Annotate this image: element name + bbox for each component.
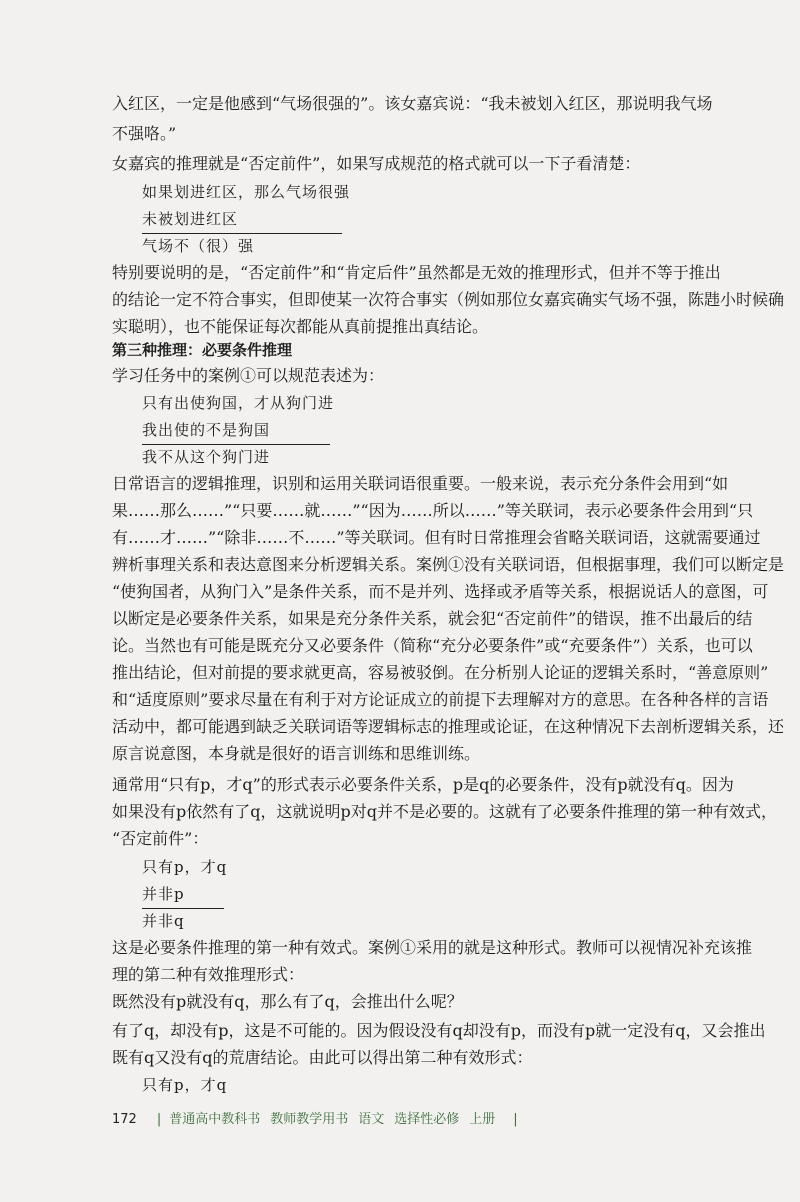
text-line: 如果没有p依然有了q，这就说明p对q并不是必要的。这就有了必要条件推理的第一种有效式，: [112, 802, 777, 821]
text-line: 有……才……”“除非……不……”等关联词。但有时日常推理会省略关联词语，这就需要通过: [112, 528, 761, 547]
text-line: 论。当然也有可能是既充分又必要条件（简称“充分必要条件”或“充要条件”）关系，也可以: [112, 636, 753, 655]
text-line: 果……那么……”“只要……就……”“因为……所以……”等关联词，表示必要条件会用到“只: [112, 501, 754, 520]
text-line: 辨析事理关系和表达意图来分析逻辑关系。案例①没有关联词语，但根据事理，我们可以断定是: [112, 555, 785, 574]
text-line: 有了q，却没有p，这是不可能的。因为假设没有q却没有p，而没有p就一定没有q，又会推出: [112, 1021, 766, 1040]
footer-divider: |: [156, 1112, 162, 1127]
formula-conclusion: 气场不（很）强: [142, 237, 255, 255]
text-line: 既然没有p就没有q，那么有了q，会推出什么呢？: [112, 992, 463, 1011]
formula-conclusion: 并非q: [142, 912, 185, 930]
footer-volume: 选择性必修: [394, 1112, 460, 1127]
text-line: “否定前件”：: [112, 829, 209, 848]
text-line: 理的第二种有效推理形式：: [112, 965, 305, 984]
text-line: 特别要说明的是，“否定前件”和“肯定后件”虽然都是无效的推理形式，但并不等于推出: [112, 263, 721, 282]
text-line: 学习任务中的案例①可以规范表述为：: [112, 366, 385, 385]
formula-conclusion: 我不从这个狗门进: [142, 448, 271, 466]
text-line: 女嘉宾的推理就是“否定前件”，如果写成规范的格式就可以一下子看清楚：: [112, 154, 641, 173]
footer-subject: 语文: [358, 1112, 385, 1127]
text-line: 的结论一定不符合事实，但即使某一次符合事实（例如那位女嘉宾确实气场不强，陈韪小时候确: [112, 290, 785, 309]
text-line: 活动中，都可能遇到缺乏关联词语等逻辑标志的推理或论证，在这种情况下去剖析逻辑关系，还: [112, 717, 785, 736]
text-line: 既有q又没有q的荒唐结论。由此可以得出第二种有效形式：: [112, 1048, 533, 1067]
page-footer: [112, 1108, 526, 1127]
text-line: 入红区，一定是他感到“气场很强的”。该女嘉宾说：“我未被划入红区，那说明我气场: [112, 94, 713, 113]
formula-minor-premise: 我出使的不是狗国: [0, 418, 800, 445]
text-line: 这是必要条件推理的第一种有效式。案例①采用的就是这种形式。教师可以视情况补充该推: [112, 938, 753, 957]
footer-series: 普通高中教科书: [169, 1112, 261, 1127]
text-line: 实聪明），也不能保证每次都能从真前提推出真结论。: [112, 317, 489, 336]
section-heading: 第三种推理：必要条件推理: [112, 341, 293, 359]
formula-major-premise: 只有出使狗国，才从狗门进: [142, 394, 335, 412]
formula-major-premise: 如果划进红区，那么气场很强: [142, 183, 351, 201]
footer-book: 教师教学用书: [270, 1112, 349, 1127]
page-number: 172: [112, 1112, 137, 1127]
footer-part: 上册: [469, 1112, 496, 1127]
text-line: 通常用“只有p，才q”的形式表示必要条件关系，p是q的必要条件，没有p就没有q。因为: [112, 775, 734, 794]
footer-divider: |: [513, 1112, 518, 1127]
formula-major-premise: 只有p，才q: [142, 1076, 228, 1094]
text-line: “使狗国者，从狗门入”是条件关系，而不是并列、选择或矛盾等关系，根据说话人的意图，可: [112, 582, 769, 601]
text-line: 不强咯。”: [112, 124, 177, 143]
formula-major-premise: 只有p，才q: [142, 858, 228, 876]
text-line: 原言说意图，本身就是很好的语言训练和思维训练。: [112, 744, 481, 763]
text-line: 日常语言的逻辑推理，识别和运用关联词语很重要。一般来说，表示充分条件会用到“如: [112, 474, 729, 493]
formula-minor-premise: 并非p: [0, 882, 800, 909]
text-line: 以断定是必要条件关系，如果是充分条件关系，就会犯“否定前件”的错误，推不出最后的结: [112, 609, 753, 628]
formula-minor-premise: 未被划进红区: [0, 207, 800, 234]
text-line: 和“适度原则”要求尽量在有利于对方论证成立的前提下去理解对方的意思。在各种各样的言语: [112, 690, 769, 709]
text-line: 推出结论，但对前提的要求就更高，容易被驳倒。在分析别人论证的逻辑关系时，“善意原则”: [112, 663, 769, 682]
